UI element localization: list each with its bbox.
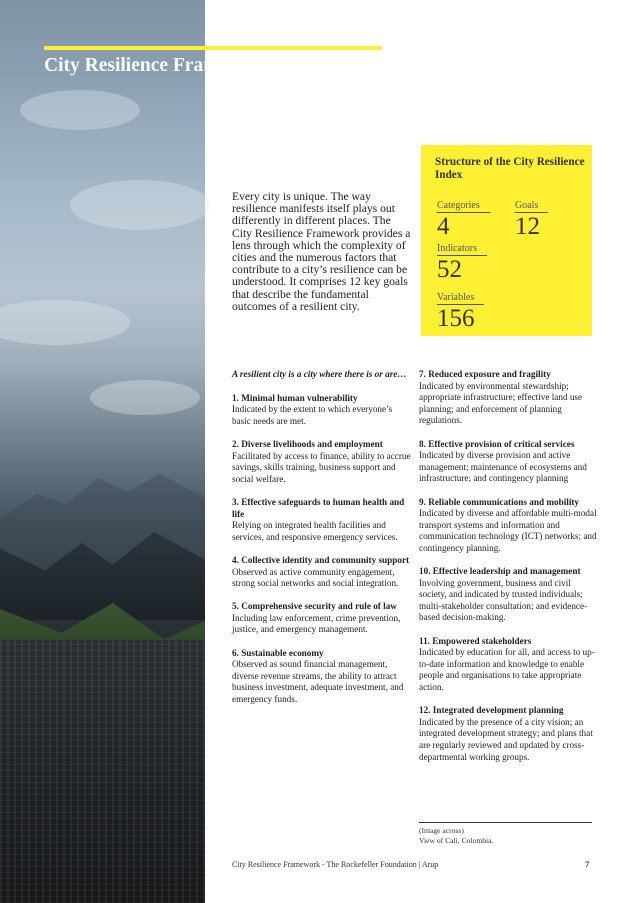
goal-text: Indicated by environmental stewardship; appropriate infrastructure; effective land use planning; and enforcement of planning regulations. <box>419 380 583 426</box>
goals-column-right <box>419 369 600 775</box>
city-buildings <box>0 640 205 903</box>
goal-item <box>419 369 600 427</box>
caption-rule <box>419 822 592 823</box>
stat-goals <box>515 195 548 240</box>
stats-heading: Structure of the City Resilience Index <box>435 156 585 181</box>
goal-title: 2. Diverse livelihoods and employment <box>232 438 383 449</box>
goal-title: 10. Effective leadership and management <box>419 566 581 577</box>
structure-stats-box <box>421 145 592 336</box>
goal-item <box>232 439 412 485</box>
city-landscape-photo <box>0 0 205 903</box>
goal-title: 6. Sustainable economy <box>232 647 324 658</box>
goal-title: 1. Minimal human vulnerability <box>232 392 358 403</box>
stat-categories-value: 4 <box>437 213 450 240</box>
title-rule <box>44 46 382 50</box>
goal-item <box>419 439 600 485</box>
stat-categories <box>437 195 490 240</box>
goal-title: 11. Empowered stakeholders <box>419 635 532 646</box>
goal-text: Indicated by the presence of a city vision; an integrated development strategy; and plans that are regularly reviewed and updated by cross-departmental working groups. <box>419 716 593 762</box>
stat-indicators-value: 52 <box>437 256 462 283</box>
goal-item <box>232 555 412 590</box>
footer-text: City Resilience Framework - The Rockefeller Foundation | Arup <box>232 860 439 869</box>
page-number: 7 <box>585 859 590 869</box>
goal-text: Indicated by diverse and affordable multi-modal transport systems and information and communication technology (ICT) networks; and contingency planning. <box>419 508 597 553</box>
stat-indicators-label: Indicators <box>437 243 487 256</box>
goal-text: Including law enforcement, crime prevention, justice, and emergency management. <box>232 612 401 635</box>
caption-line-1: (Image across) <box>419 826 464 835</box>
stat-variables-label: Variables <box>437 292 484 305</box>
goal-title: 5. Comprehensive security and rule of law <box>232 601 397 612</box>
goal-title: 8. Effective provision of critical services <box>419 438 575 449</box>
goal-text: Observed as active community engagement, strong social networks and social integration. <box>232 566 399 589</box>
goal-text: Indicated by diverse provision and active management; maintenance of ecosystems and infrastructure; and contingency planning <box>419 450 587 484</box>
goal-title: 12. Integrated development planning <box>419 705 564 716</box>
goal-item <box>232 497 412 543</box>
stat-variables-value: 156 <box>437 305 475 332</box>
goal-item <box>419 705 600 763</box>
goal-title: 3. Effective safeguards to human health and life <box>232 496 405 519</box>
stat-goals-value: 12 <box>515 213 540 240</box>
goal-text: Facilitated by access to finance, ability to accrue savings, skills training, business support and social welfare. <box>232 450 411 484</box>
stat-variables <box>437 287 484 332</box>
caption-line-2: View of Cali, Colombia. <box>419 835 494 845</box>
intro-paragraph: Every city is unique. The way resilience manifests itself plays out differently in different places. The City Resilience Framework provides a lens through which the complexity of cities and the numerous factors that contribute to a city’s resilience can be understood. It comprises 12 key goals that describe the fundamental outcomes of a resilient city. <box>232 190 411 313</box>
goal-item <box>232 601 412 636</box>
stat-categories-label: Categories <box>437 200 490 213</box>
goal-item <box>419 636 600 694</box>
goal-title: 9. Reliable communications and mobility <box>419 496 580 507</box>
distant-mountains <box>0 470 205 550</box>
stat-indicators <box>437 238 487 283</box>
goal-text: Relying on integrated health facilities and services, and responsive emergency services. <box>232 520 398 542</box>
goal-item <box>419 566 600 624</box>
stat-goals-label: Goals <box>515 200 548 213</box>
page-title: City Resilience Framework <box>44 55 272 76</box>
goal-text: Involving government, business and civil society, and indicated by trusted individuals; multi-stakeholder consultation; and evidence-based decision-making. <box>419 577 588 623</box>
goal-text: Observed as sound financial management, diverse revenue streams, the ability to attract business investment, adequate investment, and emergency funds. <box>232 659 404 705</box>
image-caption <box>419 826 594 845</box>
goals-lead: A resilient city is a city where there is or are… <box>232 369 407 379</box>
goal-item <box>419 497 600 555</box>
goal-title: 7. Reduced exposure and fragility <box>419 369 551 379</box>
goal-item <box>232 393 412 428</box>
goals-column-left <box>232 369 412 717</box>
goal-text: Indicated by education for all, and access to up-to-date information and knowledge to enable people and organisations to take appropriate action. <box>419 647 595 693</box>
goal-text: Indicated by the extent to which everyone’s basic needs are met. <box>232 404 393 426</box>
goal-item <box>232 648 412 706</box>
goal-title: 4. Collective identity and community support <box>232 554 410 565</box>
